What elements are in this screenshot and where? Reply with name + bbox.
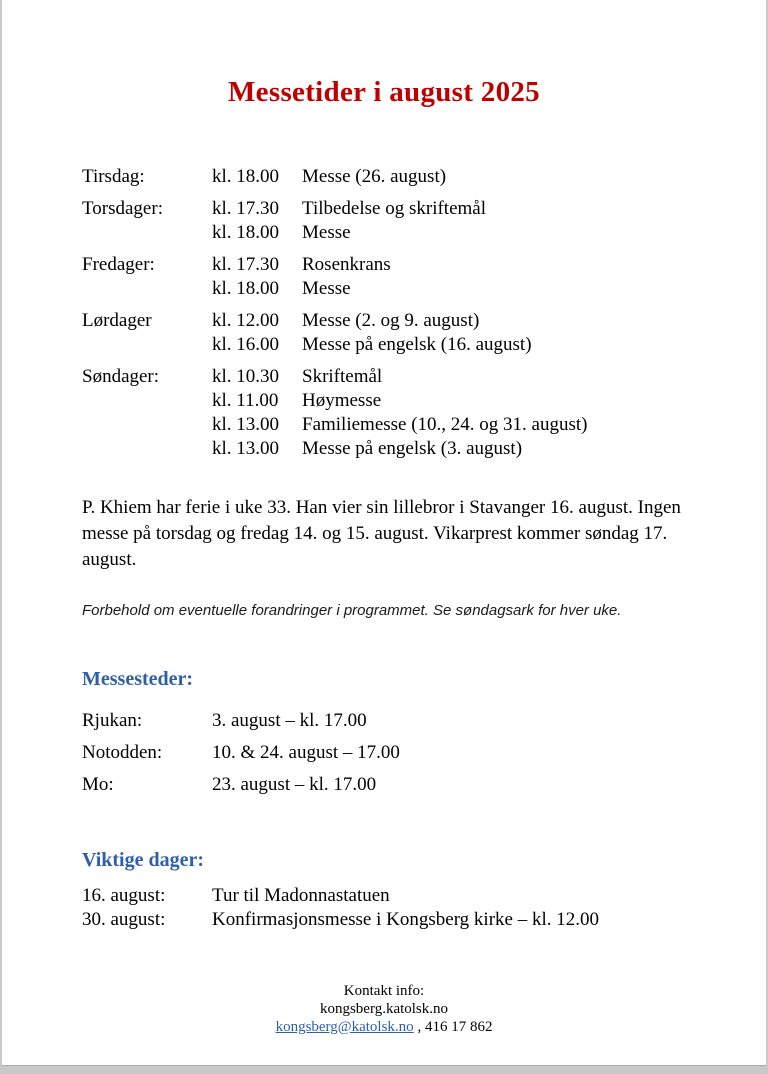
- vacation-notice: P. Khiem har ferie i uke 33. Han vier sin lillebror i Stavanger 16. august. Ingen messe på torsdag og fredag 14. og 15. august. Vikarprest kommer søndag 17. august.: [82, 497, 681, 570]
- schedule-event: Familiemesse (10., 24. og 31. august): [302, 414, 588, 435]
- schedule-entry: [212, 277, 686, 301]
- important-days-heading: Viktige dager:: [82, 849, 205, 871]
- page-title: Messetider i august 2025: [228, 76, 540, 108]
- mass-schedule: [82, 165, 686, 461]
- important-days-list: [2, 884, 766, 932]
- schedule-time: kl. 10.30: [212, 366, 280, 387]
- schedule-time: kl. 18.00: [212, 222, 280, 243]
- schedule-event: Messe: [302, 222, 351, 243]
- location-name: Notodden:: [82, 742, 163, 763]
- important-day-date: 16. august:: [82, 885, 166, 906]
- important-day-row: [82, 908, 686, 932]
- schedule-day-label: Torsdager:: [82, 198, 163, 219]
- contact-website: kongsberg.katolsk.no: [319, 1001, 449, 1017]
- schedule-time: kl. 12.00: [212, 310, 280, 331]
- schedule-event: Messe på engelsk (16. august): [302, 334, 532, 355]
- schedule-time: kl. 18.00: [212, 166, 280, 187]
- schedule-entry: [212, 437, 686, 461]
- location-detail: 23. august – kl. 17.00: [212, 774, 377, 795]
- schedule-entry: [212, 165, 686, 189]
- location-detail: 10. & 24. august – 17.00: [212, 742, 400, 763]
- schedule-time: kl. 13.00: [212, 438, 280, 459]
- schedule-event: Skriftemål: [302, 366, 383, 387]
- important-day-detail: Konfirmasjonsmesse i Kongsberg kirke – kl. 12.00: [212, 909, 599, 930]
- schedule-group-tirsdag: [82, 165, 686, 189]
- schedule-entry: [212, 389, 686, 413]
- schedule-day-label: Søndager:: [82, 366, 160, 387]
- schedule-day-label: Lørdager: [82, 310, 152, 331]
- schedule-entry: [212, 333, 686, 357]
- schedule-time: kl. 17.30: [212, 198, 280, 219]
- mass-locations-list: [2, 705, 766, 801]
- schedule-day-label: Fredager:: [82, 254, 155, 275]
- contact-phone: , 416 17 862: [413, 1019, 493, 1035]
- schedule-entry: [212, 365, 686, 389]
- program-disclaimer: Forbehold om eventuelle forandringer i programmet. Se søndagsark for hver uke.: [82, 602, 622, 619]
- schedule-group-fredager: [82, 253, 686, 301]
- schedule-event: Messe (2. og 9. august): [302, 310, 480, 331]
- schedule-time: kl. 16.00: [212, 334, 280, 355]
- schedule-event: Messe på engelsk (3. august): [302, 438, 523, 459]
- location-detail: 3. august – kl. 17.00: [212, 710, 367, 731]
- important-day-row: [82, 884, 686, 908]
- location-row: [82, 737, 686, 769]
- schedule-time: kl. 13.00: [212, 414, 280, 435]
- schedule-day-label: Tirsdag:: [82, 166, 145, 187]
- location-name: Rjukan:: [82, 710, 143, 731]
- schedule-time: kl. 18.00: [212, 278, 280, 299]
- schedule-entry: [212, 309, 686, 333]
- schedule-group-sondager: [82, 365, 686, 461]
- location-row: [82, 769, 686, 801]
- schedule-time: kl. 11.00: [212, 390, 279, 411]
- location-name: Mo:: [82, 774, 114, 795]
- schedule-event: Rosenkrans: [302, 254, 391, 275]
- schedule-time: kl. 17.30: [212, 254, 280, 275]
- location-row: [82, 705, 686, 737]
- schedule-entry: [212, 197, 686, 221]
- contact-label: Kontakt info:: [343, 983, 425, 999]
- schedule-entry: [212, 413, 686, 437]
- schedule-group-lordager: [82, 309, 686, 357]
- document-page: [2, 0, 766, 1066]
- schedule-event: Tilbedelse og skriftemål: [302, 198, 486, 219]
- schedule-event: Messe (26. august): [302, 166, 447, 187]
- contact-info: [2, 982, 766, 1036]
- schedule-event: Høymesse: [302, 390, 382, 411]
- schedule-entry: [212, 253, 686, 277]
- mass-locations-heading: Messesteder:: [82, 668, 194, 690]
- contact-line: [2, 1018, 766, 1036]
- important-day-date: 30. august:: [82, 909, 166, 930]
- schedule-entry: [212, 221, 686, 245]
- schedule-group-torsdager: [82, 197, 686, 245]
- contact-email-link[interactable]: kongsberg@katolsk.no: [275, 1019, 414, 1035]
- schedule-event: Messe: [302, 278, 351, 299]
- important-day-detail: Tur til Madonnastatuen: [212, 885, 390, 906]
